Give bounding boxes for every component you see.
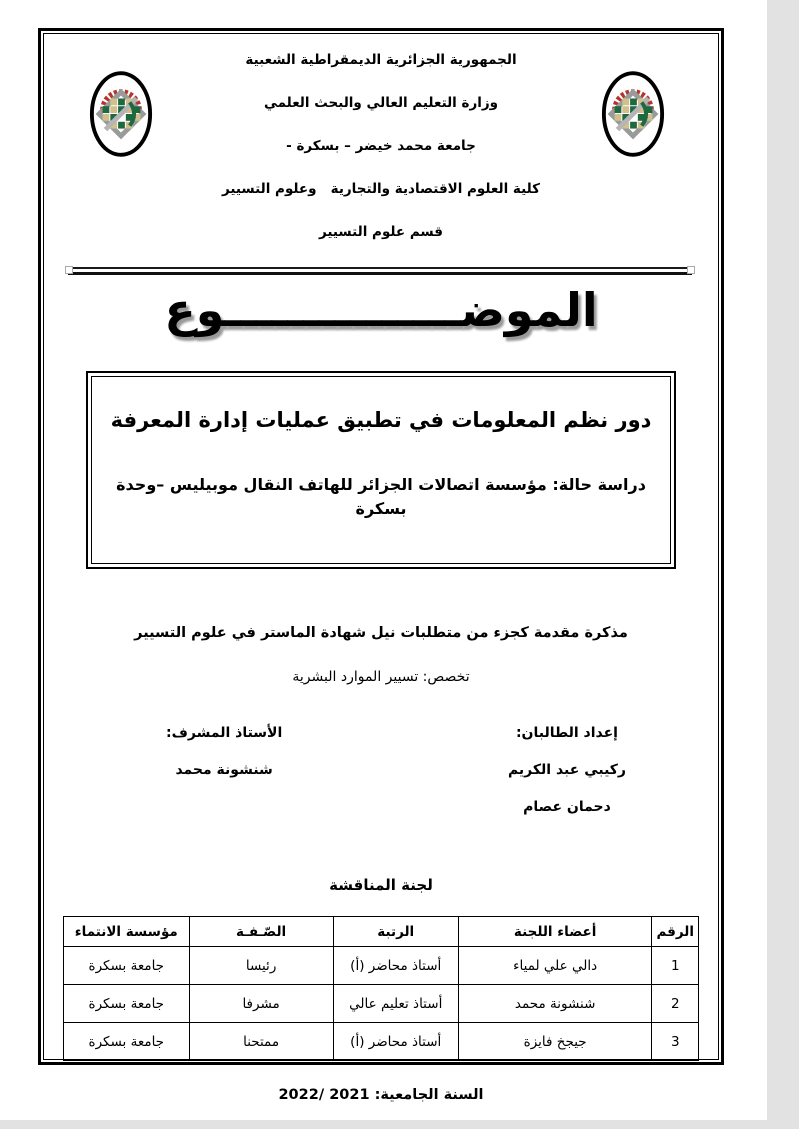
cell-member: جيجخ فايزة	[458, 1023, 652, 1061]
committee-section-title: لجنة المناقشة	[329, 876, 433, 894]
cell-number: 2	[652, 985, 699, 1023]
specialty-line: تخصص: تسيير الموارد البشرية	[292, 669, 470, 685]
student-name: ركيبي عبد الكريم	[507, 762, 626, 778]
committee-row	[64, 1023, 699, 1061]
supervisor-block	[166, 725, 282, 836]
authors-supervisor-row	[44, 725, 718, 836]
thesis-title-box-inner	[91, 376, 671, 564]
scan-edge-right	[767, 0, 799, 1129]
cell-role: مشرفا	[189, 985, 333, 1023]
cell-member: شنشونة محمد	[458, 985, 652, 1023]
scan-edge-bottom	[0, 1120, 799, 1129]
committee-header-row	[64, 917, 699, 947]
case-study-subtitle: دراسة حالة: مؤسسة اتصالات الجزائر للهاتف النقال موبيليس –وحدة بسكرة	[116, 475, 646, 518]
cell-number: 1	[652, 947, 699, 985]
university-emblem-icon	[88, 68, 154, 160]
supervisor-label: الأستاذ المشرف:	[166, 725, 283, 741]
committee-row	[64, 947, 699, 985]
ministry-line: وزارة التعليم العالي والبحث العلمي	[263, 95, 499, 111]
cell-affiliation: جامعة بسكرة	[64, 947, 190, 985]
committee-table	[63, 916, 699, 1061]
department-line: قسم علوم التسيير	[318, 224, 444, 240]
cell-role: رئيسا	[189, 947, 333, 985]
university-emblem-icon	[600, 68, 666, 160]
cell-rank: أستاذ محاضر (أ)	[333, 1023, 458, 1061]
cell-affiliation: جامعة بسكرة	[64, 1023, 190, 1061]
header-members: أعضاء اللجنة	[458, 917, 652, 947]
supervisor-name: شنشونة محمد	[175, 762, 273, 778]
university-line: جامعة محمد خيضر – بسكرة -	[286, 138, 476, 154]
cell-rank: أستاذ محاضر (أ)	[333, 947, 458, 985]
student-name: دحمان عصام	[523, 799, 611, 815]
republic-line: الجمهورية الجزائرية الديمقراطية الشعبية	[245, 52, 517, 68]
header-role: الصّـفـة	[189, 917, 333, 947]
header-rank: الرتبة	[333, 917, 458, 947]
subject-heading: الموضـــــــــــــــوع	[164, 283, 598, 337]
students-block	[508, 725, 626, 836]
cell-role: ممتحنا	[189, 1023, 333, 1061]
cell-member: دالي علي لمياء	[458, 947, 652, 985]
committee-row	[64, 985, 699, 1023]
degree-requirement-note: مذكرة مقدمة كجزء من متطلبات نيل شهادة الماستر في علوم التسيير	[134, 625, 628, 641]
page-border-frame	[38, 28, 724, 1103]
thesis-title-box	[86, 371, 676, 569]
header-number: الرقم	[652, 917, 699, 947]
academic-year-line: السنة الجامعية: 2021 /2022	[278, 1087, 484, 1103]
faculty-line: كلية العلوم الاقتصادية والتجارية وعلوم التسيير	[221, 181, 540, 197]
cell-rank: أستاذ تعليم عالي	[333, 985, 458, 1023]
header-affiliation: مؤسسة الانتماء	[64, 917, 190, 947]
page-border-frame-inner	[43, 33, 719, 1103]
cell-number: 3	[652, 1023, 699, 1061]
students-label: إعداد الطالبان:	[515, 725, 618, 741]
thesis-title: دور نظم المعلومات في تطبيق عمليات إدارة المعرفة	[110, 408, 652, 432]
cell-affiliation: جامعة بسكرة	[64, 985, 190, 1023]
horizontal-divider-line	[68, 267, 692, 275]
